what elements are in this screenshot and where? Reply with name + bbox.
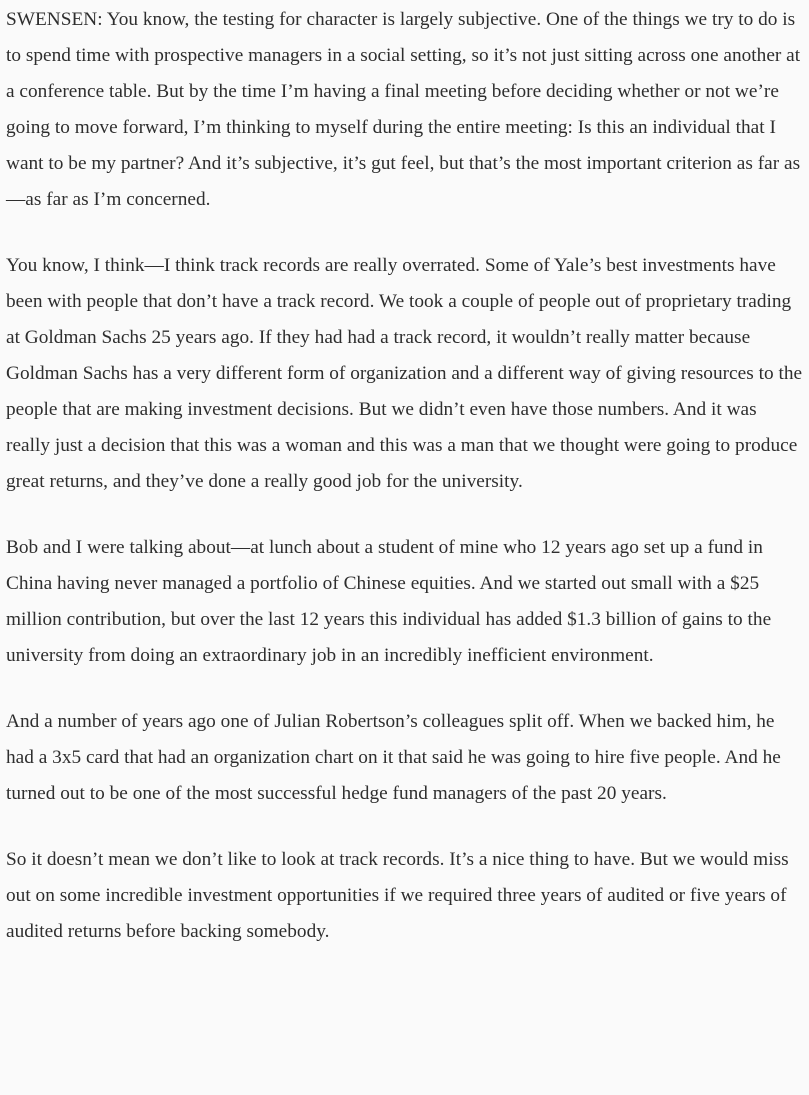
paragraph-conclusion: So it doesn’t mean we don’t like to look at track records. It’s a nice thing to have. But we would miss out on some incredible investment opportunities if we required three years of audited or five years of audited returns before backing somebody. [6, 849, 789, 942]
paragraph-china-fund: Bob and I were talking about—at lunch about a student of mine who 12 years ago set up a fund in China having never managed a portfolio of Chinese equities. And we started out small with a $25 million contribution, but over the last 12 years this individual has added $1.3 billion of gains to the university from doing an extraordinary job in an incredibly inefficient environment. [6, 537, 772, 666]
article-body [0, 2, 809, 950]
paragraph-hedge-fund: And a number of years ago one of Julian Robertson’s colleagues split off. When we backed him, he had a 3x5 card that had an organization chart on it that said he was going to hire five people. And he turned out to be one of the most successful hedge fund managers of the past 20 years. [6, 711, 781, 804]
paragraph-track-records: You know, I think—I think track records are really overrated. Some of Yale’s best investments have been with people that don’t have a track record. We took a couple of people out of proprietary trading at Goldman Sachs 25 years ago. If they had had a track record, it wouldn’t really matter because Goldman Sachs has a very different form of organization and a different way of giving resources to the people that are making investment decisions. But we didn’t even have those numbers. And it was really just a decision that this was a woman and this was a man that we thought were going to produce great returns, and they’ve done a really good job for the university. [6, 255, 803, 492]
paragraph-character-testing: SWENSEN: You know, the testing for character is largely subjective. One of the things we try to do is to spend time with prospective managers in a social setting, so it’s not just sitting across one another at a conference table. But by the time I’m having a final meeting before deciding whether or not we’re going to move forward, I’m thinking to myself during the entire meeting: Is this an individual that I want to be my partner? And it’s subjective, it’s gut feel, but that’s the most important criterion as far as—as far as I’m concerned. [6, 9, 801, 210]
